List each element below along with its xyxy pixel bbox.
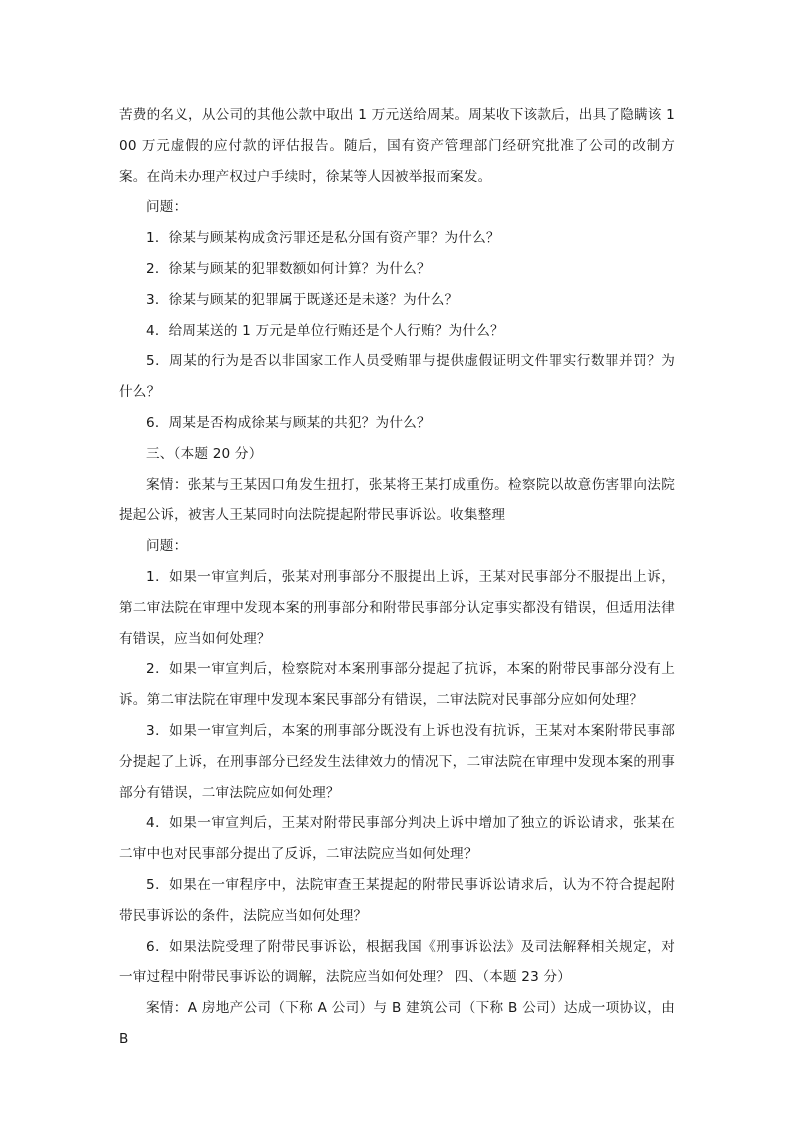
paragraph-question-4: 4．给周某送的 1 万元是单位行贿还是个人行贿？为什么？ [146,322,504,339]
paragraph-question-5: 5．周某的行为是否以非国家工作人员受贿罪与提供虚假证明文件罪实行数罪并罚？为什么？ [119,353,675,401]
document-body [119,100,675,1055]
paragraph-case-four: 案情：A 房地产公司（下称 A 公司）与 B 建筑公司（下称 B 公司）达成一项协议，由 B [119,1000,675,1047]
paragraph-q3-3: 3．如果一审宣判后，本案的刑事部分既没有上诉也没有抗诉，王某对本案附带民事部分提起了上诉，在刑事部分已经发生法律效力的情况下，二审法院在审理中发现本案的刑事部分有错误，二审法院应如何处理？ [119,722,675,801]
paragraph-questions-heading-three: 问题： [146,538,188,555]
section-heading-three: 三、（本题 20 分） [146,445,263,462]
paragraph-q3-6: 6．如果法院受理了附带民事诉讼，根据我国《刑事诉讼法》及司法解释相关规定，对一审过程中附带民事诉讼的调解，法院应当如何处理？ 四、（本题 23 分） [119,938,675,986]
paragraph-question-6: 6．周某是否构成徐某与顾某的共犯？为什么？ [146,414,431,431]
paragraph-case-continuation: 苦费的名义，从公司的其他公款中取出 1 万元送给周某。周某收下该款后，出具了隐瞒该 100 万元虚假的应付款的评估报告。随后，国有资产管理部门经研究批准了公司的改制方案。在尚未办理产权过户手续时，徐某等人因被举报而案发。 [119,107,675,185]
paragraph-question-3: 3．徐某与顾某的犯罪属于既遂还是未遂？为什么？ [146,291,459,308]
paragraph-questions-heading: 问题： [146,199,188,216]
paragraph-q3-5: 5．如果在一审程序中，法院审查王某提起的附带民事诉讼请求后，认为不符合提起附带民事诉讼的条件，法院应当如何处理？ [119,876,675,924]
paragraph-q3-4: 4．如果一审宣判后，王某对附带民事部分判决上诉中增加了独立的诉讼请求，张某在二审中也对民事部分提出了反诉，二审法院应当如何处理？ [119,815,675,863]
paragraph-case-three: 案情：张某与王某因口角发生扭打，张某将王某打成重伤。检察院以故意伤害罪向法院提起公诉，被害人王某同时向法院提起附带民事诉讼。收集整理 [119,476,675,524]
paragraph-question-1: 1．徐某与顾某构成贪污罪还是私分国有资产罪？为什么？ [146,230,500,247]
paragraph-q3-1: 1．如果一审宣判后，张某对刑事部分不服提出上诉，王某对民事部分不服提出上诉，第二审法院在审理中发现本案的刑事部分和附带民事部分认定事实都没有错误，但适用法律有错误，应当如何处理？ [119,568,675,647]
paragraph-q3-2: 2．如果一审宣判后，检察院对本案刑事部分提起了抗诉，本案的附带民事部分没有上诉。第二审法院在审理中发现本案民事部分有错误，二审法院对民事部分应如何处理？ [119,661,675,709]
paragraph-question-2: 2．徐某与顾某的犯罪数额如何计算？为什么？ [146,260,431,277]
